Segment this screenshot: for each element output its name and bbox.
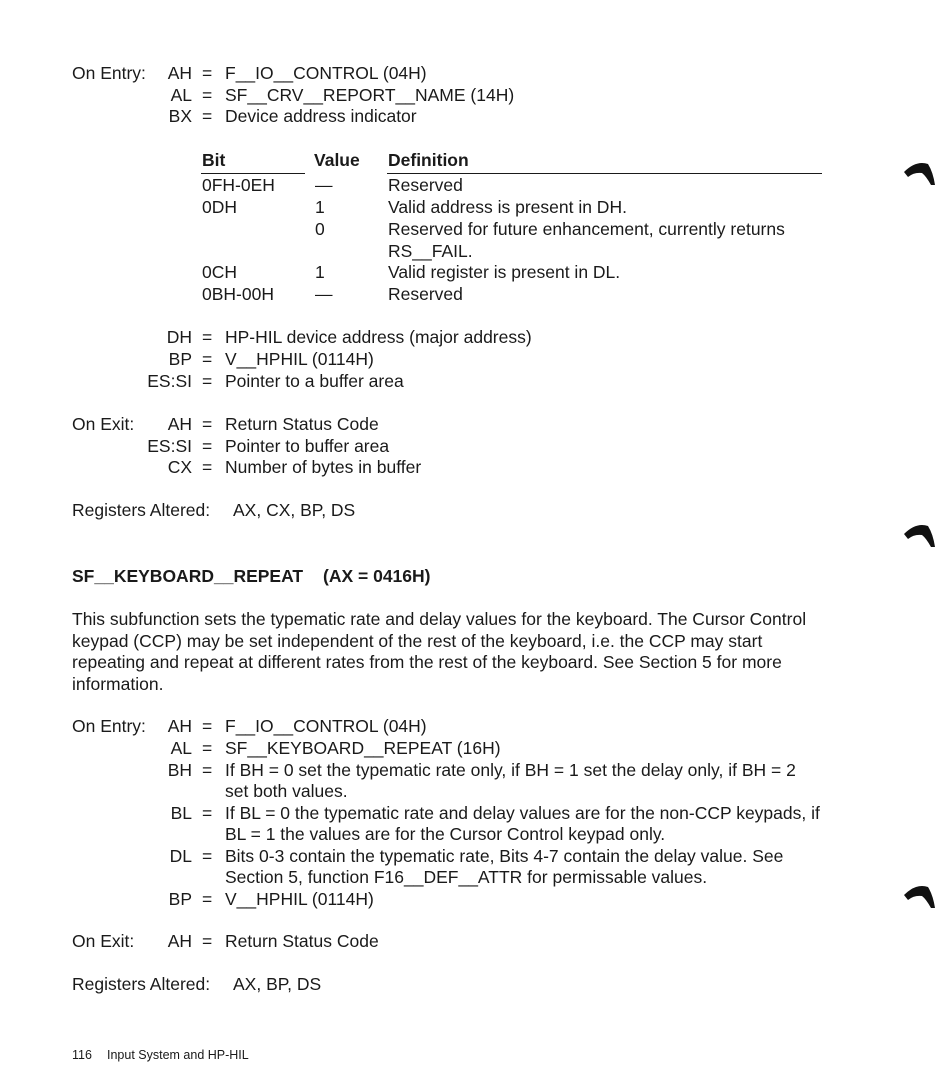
register-description: Number of bytes in buffer xyxy=(225,457,422,477)
footer-section-name: Input System and HP-HIL xyxy=(107,1048,249,1062)
register-name: AL xyxy=(170,738,192,758)
register-name: BL xyxy=(170,803,192,823)
paragraph-line: information. xyxy=(72,674,164,694)
page-number: 116 xyxy=(72,1048,92,1062)
equals-sign: = xyxy=(202,846,213,866)
equals-sign: = xyxy=(202,106,213,126)
register-name: BH xyxy=(167,760,192,780)
register-description: SF__CRV__REPORT__NAME (14H) xyxy=(225,85,515,105)
equals-sign: = xyxy=(202,716,213,736)
paragraph-line: keypad (CCP) may be set independent of the rest of the keyboard, i.e. the CCP may start xyxy=(72,631,763,651)
table-cell-definition: Reserved for future enhancement, currently returns xyxy=(388,219,785,239)
equals-sign: = xyxy=(202,327,213,347)
table-header-rule-definition xyxy=(387,173,822,174)
table-cell-definition: Valid register is present in DL. xyxy=(388,262,621,282)
table-cell-value: — xyxy=(315,175,333,195)
register-description: SF__KEYBOARD__REPEAT (16H) xyxy=(225,738,501,758)
paragraph-line: This subfunction sets the typematic rate and delay values for the keyboard. The Cursor Control xyxy=(72,609,807,629)
register-name: AH xyxy=(167,931,192,951)
table-cell-value: 0 xyxy=(315,219,325,239)
equals-sign: = xyxy=(202,436,213,456)
table-cell-value: — xyxy=(315,284,333,304)
table-cell-bit: 0BH-00H xyxy=(202,284,274,304)
equals-sign: = xyxy=(202,349,213,369)
table-cell-value: 1 xyxy=(315,262,325,282)
section-ax-value: (AX = 0416H) xyxy=(323,566,431,586)
register-description: Pointer to a buffer area xyxy=(225,371,404,391)
registers-altered-value: AX, BP, DS xyxy=(233,974,322,994)
register-name: AL xyxy=(170,85,192,105)
register-description: Device address indicator xyxy=(225,106,417,126)
register-name: BP xyxy=(168,349,192,369)
table-cell-definition: Reserved xyxy=(388,284,463,304)
table-cell-bit: 0FH-0EH xyxy=(202,175,275,195)
table-cell-value: 1 xyxy=(315,197,325,217)
equals-sign: = xyxy=(202,803,213,823)
register-description: Return Status Code xyxy=(225,931,379,951)
registers-altered-label: Registers Altered: xyxy=(72,500,211,520)
equals-sign: = xyxy=(202,414,213,434)
register-description-continued: Section 5, function F16__DEF__ATTR for permissable values. xyxy=(225,867,708,887)
exit-label: On Exit: xyxy=(72,414,135,434)
table-header-value: Value xyxy=(314,150,360,170)
change-bar-mark xyxy=(902,160,936,186)
register-description: F__IO__CONTROL (04H) xyxy=(225,63,427,83)
register-description: If BL = 0 the typematic rate and delay values are for the non-CCP keypads, if xyxy=(225,803,820,823)
equals-sign: = xyxy=(202,760,213,780)
register-description: V__HPHIL (0114H) xyxy=(225,349,374,369)
register-name: ES:SI xyxy=(147,436,192,456)
entry-label: On Entry: xyxy=(72,63,146,83)
register-description: F__IO__CONTROL (04H) xyxy=(225,716,427,736)
register-description: If BH = 0 set the typematic rate only, if BH = 1 set the delay only, if BH = 2 xyxy=(225,760,796,780)
paragraph-line: repeating and repeat at different rates from the rest of the keyboard. See Section 5 for more xyxy=(72,652,782,672)
table-cell-definition: Valid address is present in DH. xyxy=(388,197,627,217)
table-header-bit: Bit xyxy=(202,150,226,170)
equals-sign: = xyxy=(202,85,213,105)
register-name: DH xyxy=(166,327,192,347)
register-description-continued: set both values. xyxy=(225,781,348,801)
equals-sign: = xyxy=(202,371,213,391)
register-description: Bits 0-3 contain the typematic rate, Bits 4-7 contain the delay value. See xyxy=(225,846,784,866)
register-name: BP xyxy=(168,889,192,909)
register-name: BX xyxy=(168,106,192,126)
register-description: Pointer to buffer area xyxy=(225,436,390,456)
register-name: ES:SI xyxy=(147,371,192,391)
register-description-continued: BL = 1 the values are for the Cursor Control keypad only. xyxy=(225,824,666,844)
registers-altered-value: AX, CX, BP, DS xyxy=(233,500,356,520)
change-bar-mark xyxy=(902,883,936,909)
table-header-definition: Definition xyxy=(388,150,469,170)
register-name: AH xyxy=(167,63,192,83)
table-cell-bit: 0DH xyxy=(202,197,238,217)
section-title: SF__KEYBOARD__REPEAT xyxy=(72,566,304,586)
register-description: V__HPHIL (0114H) xyxy=(225,889,374,909)
register-name: CX xyxy=(167,457,192,477)
register-description: HP-HIL device address (major address) xyxy=(225,327,532,347)
equals-sign: = xyxy=(202,889,213,909)
exit-label: On Exit: xyxy=(72,931,135,951)
entry-label: On Entry: xyxy=(72,716,146,736)
table-header-rule-bit xyxy=(201,173,305,174)
registers-altered-label: Registers Altered: xyxy=(72,974,211,994)
equals-sign: = xyxy=(202,738,213,758)
table-cell-definition: Reserved xyxy=(388,175,463,195)
table-cell-bit: 0CH xyxy=(202,262,238,282)
change-bar-mark xyxy=(902,522,936,548)
register-name: DL xyxy=(169,846,192,866)
register-name: AH xyxy=(167,716,192,736)
equals-sign: = xyxy=(202,63,213,83)
equals-sign: = xyxy=(202,931,213,951)
register-description: Return Status Code xyxy=(225,414,379,434)
table-cell-definition-continued: RS__FAIL. xyxy=(388,241,473,261)
equals-sign: = xyxy=(202,457,213,477)
register-name: AH xyxy=(167,414,192,434)
